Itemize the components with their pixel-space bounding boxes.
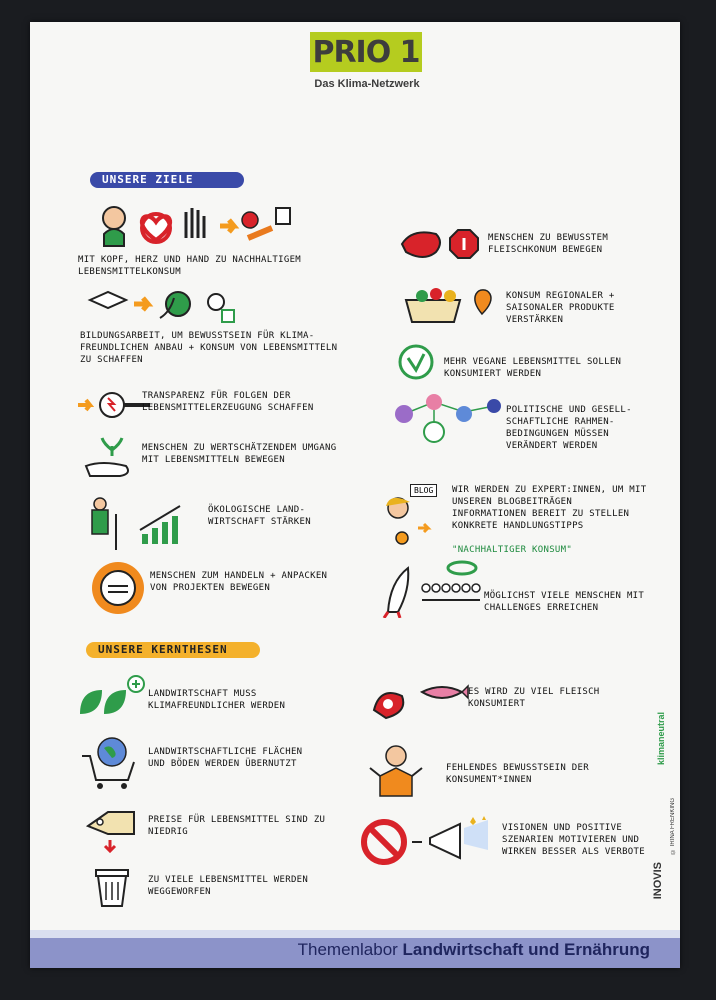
ziel-nachhaltiger-konsum-text: "NACHHALTIGER KONSUM" [452,545,573,555]
blog-tag: BLOG [410,484,437,497]
ham-fish-icon [370,676,470,726]
price-tag-icon [80,806,146,856]
prohibit-megaphone-icon [360,814,500,870]
these-bewusstsein-text: FEHLENDES BEWUSSTSEIN DER KONSUMENT*INNEN [446,763,589,785]
confused-person-icon [364,742,428,798]
education-icon [86,280,256,330]
logo-subtitle: Das Klima-Netzwerk [314,78,420,90]
fist-icon [88,560,148,616]
these-fleisch-text: ES WIRD ZU VIEL FLEISCH KONSUMIERT [468,687,600,709]
footer-topic: Landwirtschaft und Ernährung [402,940,650,959]
these-visionen-text: VISIONEN UND POSITIVE SZENARIEN MOTIVIEREN UND WIRKEN BESSER ALS VERBOTE [502,823,645,857]
ziel-oekologisch-text: ÖKOLOGISCHE LAND-WIRTSCHAFT STÄRKEN [208,505,311,527]
ziel-challenges-text: MÖGLICHST VIELE MENSCHEN MIT CHALLENGES ERREICHEN [484,591,645,613]
credit-label: © IRINA FRENKING [670,798,676,855]
rocket-crowd-icon [380,558,490,618]
earth-cart-icon [76,734,146,790]
klimaneutral-label: klimaneutral [656,712,666,766]
network-icon [392,392,502,444]
ziel-politisch-text: POLITISCHE UND GESELL-SCHAFTLICHE RAHMEN-BEDINGUNGEN MÜSSEN VERÄNDERT WERDEN [506,405,632,451]
vegan-icon [398,344,434,380]
ziel-expertinnen-text: WIR WERDEN ZU EXPERT:INNEN, UM MIT UNSEREN BLOGBEITRÄGEN INFORMATIONEN BEREIT ZU STELLEN KONKRETE HANDLUNGSTIPPS [452,485,647,531]
these-flaechen-text: LANDWIRTSCHAFTLICHE FLÄCHEN UND BÖDEN WERDEN ÜBERNUTZT [148,747,303,769]
ziel-kopf-herz-hand-text: MIT KOPF, HERZ UND HAND ZU NACHHALTIGEM LEBENSMITTELKONSUM [78,255,302,277]
ziel-transparenz-text: TRANSPARENZ FÜR FOLGEN DER LEBENSMITTELERZEUGUNG SCHAFFEN [142,391,314,413]
hand-sprout-icon [82,436,142,478]
these-weggeworfen-text: ZU VIELE LEBENSMITTEL WERDEN WEGGEWORFEN [148,875,309,897]
expert-person-icon [378,492,438,548]
basket-location-icon [402,280,502,326]
footer-strip [30,930,680,938]
poster [30,22,680,968]
footer-banner [30,930,680,968]
section-label-ziele: UNSERE ZIELE [90,172,244,188]
inovis-label: INOVIS [652,862,664,900]
section-label-kernthesen: UNSERE KERNTHESEN [86,642,260,658]
trash-can-icon [90,864,134,908]
ziel-regional-text: KONSUM REGIONALER + SAISONALER PRODUKTE VERSTÄRKEN [506,291,615,325]
ziel-vegan-text: MEHR VEGANE LEBENSMITTEL SOLLEN KONSUMIERT WERDEN [444,357,622,379]
footer-prefix: Themenlabor [297,940,398,959]
leaves-plus-icon [74,674,154,722]
meat-stop-icon [400,224,490,270]
ziel-bildungsarbeit-text: BILDUNGSARBEIT, UM BEWUSSTSEIN FÜR KLIMA-FREUNDLICHEN ANBAU + KONSUM VON LEBENSMITTELN ZU SCHAFFEN [80,331,338,365]
ziel-wertschaetzend-text: MENSCHEN ZU WERTSCHÄTZENDEM UMGANG MIT LEBENSMITTELN BEWEGEN [142,443,337,465]
prio-logo: PRIO 1 [310,32,422,72]
footer-title [298,940,650,960]
ziel-fleischkonsum-text: MENSCHEN ZU BEWUSSTEM FLEISCHKONUM BEWEGEN [488,233,609,255]
head-heart-hand-icon [98,190,328,250]
ziel-handeln-text: MENSCHEN ZUM HANDELN + ANPACKEN VON PROJEKTEN BEWEGEN [150,571,328,593]
these-klimafreundlich-text: LANDWIRTSCHAFT MUSS KLIMAFREUNDLICHER WERDEN [148,689,286,711]
these-preise-text: PREISE FÜR LEBENSMITTEL SIND ZU NIEDRIG [148,815,326,837]
farmer-growth-icon [84,494,194,554]
